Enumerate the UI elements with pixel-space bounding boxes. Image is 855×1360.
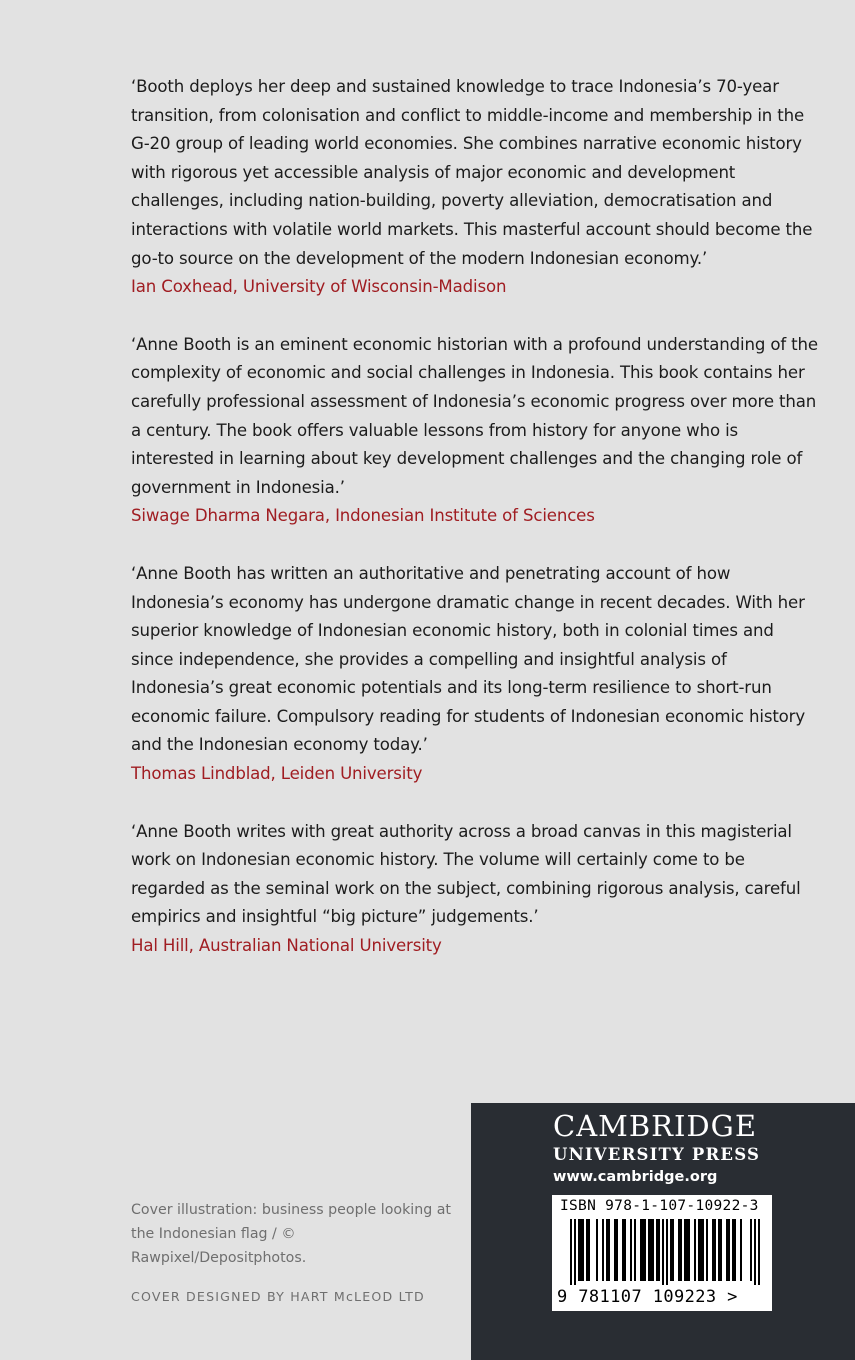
quote-text: ‘Anne Booth has written an authoritative and penetrating account of how Indonesia’s economy has undergone dramatic change in recent decades. With her superior knowledge of Indonesian economic history, both in colonial times and since independence, she provides a compelling and insightful analysis of Indonesia’s great economic potentials and its long-term resilience to short-run economic failure. Compulsory reading for students of Indonesian economic history and the Indonesian economy today.’ <box>131 563 806 755</box>
ean-digits: 9 781107 109223 > <box>557 1287 738 1307</box>
barcode-bar <box>706 1219 708 1281</box>
barcode-bar <box>656 1219 658 1281</box>
barcode-bar <box>740 1219 742 1281</box>
quote-text: ‘Anne Booth is an eminent economic historian with a profound understanding of the complexity of economic and social challenges in Indonesia. This book contains her carefully professional assessment of Indonesia’s economic progress over more than a century. The book offers valuable lessons from history for anyone who is interested in learning about key development challenges and the changing role of government in Indonesia.’ <box>131 334 818 497</box>
barcode-bar <box>718 1219 720 1281</box>
barcode-bar <box>754 1219 756 1285</box>
barcode-bar <box>644 1219 646 1281</box>
barcode-bar <box>686 1219 688 1281</box>
endorsement-negara <box>131 331 821 531</box>
barcode-bar <box>622 1219 624 1281</box>
cover-illustration-credit: Cover illustration: business people looking at the Indonesian flag / © Rawpixel/Depositphotos. <box>131 1202 451 1266</box>
cover-designer-credit: COVER DESIGNED BY HART McLEOD LTD <box>131 1289 425 1304</box>
barcode-bar <box>758 1219 760 1285</box>
barcode-bar <box>734 1219 736 1281</box>
quote-author: Thomas Lindblad, Leiden University <box>131 764 423 784</box>
barcode-bar <box>616 1219 618 1281</box>
barcode-bar <box>680 1219 682 1281</box>
publisher-website: www.cambridge.org <box>553 1169 718 1185</box>
barcode-bar <box>684 1219 686 1281</box>
barcode-bar <box>574 1219 576 1285</box>
barcode-bar <box>606 1219 608 1281</box>
endorsement-lindblad <box>131 560 821 789</box>
barcode-bars <box>556 1219 768 1285</box>
barcode-bar <box>694 1219 696 1281</box>
barcode-bar <box>608 1219 610 1281</box>
isbn-label: ISBN 978-1-107-10922-3 <box>560 1198 759 1214</box>
barcode-bar <box>580 1219 582 1281</box>
barcode-bar <box>732 1219 734 1281</box>
barcode-bar <box>728 1219 730 1281</box>
barcode-bar <box>588 1219 590 1281</box>
barcode-bar <box>614 1219 616 1281</box>
barcode-bar <box>586 1219 588 1281</box>
barcode-bar <box>648 1219 650 1281</box>
endorsement-coxhead <box>131 73 821 302</box>
barcode-bar <box>596 1219 598 1281</box>
quote-author: Hal Hill, Australian National University <box>131 936 442 956</box>
barcode-bar <box>642 1219 644 1281</box>
publisher-panel <box>471 1103 855 1360</box>
quote-text: ‘Anne Booth writes with great authority across a broad canvas in this magisterial work on Indonesian economic history. The volume will certainly come to be regarded as the seminal work on the subject, combining rigorous analysis, careful empirics and insightful “big picture” judgements.’ <box>131 821 801 927</box>
barcode-bar <box>570 1219 572 1285</box>
isbn-barcode <box>552 1195 772 1311</box>
barcode-bar <box>672 1219 674 1281</box>
barcode-bar <box>640 1219 642 1281</box>
barcode-bar <box>678 1219 680 1281</box>
barcode-bar <box>650 1219 652 1281</box>
barcode-bar <box>702 1219 704 1281</box>
publisher-logo-press: UNIVERSITY PRESS <box>553 1145 761 1164</box>
barcode-bar <box>698 1219 700 1281</box>
barcode-bar <box>700 1219 702 1281</box>
barcode-bar <box>582 1219 584 1281</box>
barcode-bar <box>634 1219 636 1281</box>
barcode-bar <box>688 1219 690 1281</box>
barcode-bar <box>726 1219 728 1281</box>
quote-author: Siwage Dharma Negara, Indonesian Institute of Sciences <box>131 506 595 526</box>
barcode-bar <box>720 1219 722 1281</box>
barcode-bar <box>712 1219 714 1281</box>
barcode-bar <box>666 1219 668 1285</box>
barcode-bar <box>630 1219 632 1281</box>
barcode-bar <box>578 1219 580 1281</box>
quote-author: Ian Coxhead, University of Wisconsin-Madison <box>131 277 507 297</box>
endorsement-hill <box>131 818 821 961</box>
barcode-bar <box>602 1219 604 1281</box>
barcode-bar <box>658 1219 660 1281</box>
barcode-bar <box>652 1219 654 1281</box>
barcode-bar <box>624 1219 626 1281</box>
barcode-bar <box>670 1219 672 1281</box>
barcode-bar <box>662 1219 664 1285</box>
barcode-bar <box>750 1219 752 1281</box>
publisher-logo-name: CAMBRIDGE <box>553 1109 758 1143</box>
quote-text: ‘Booth deploys her deep and sustained knowledge to trace Indonesia’s 70-year transition, from colonisation and conflict to middle-income and membership in the G-20 group of leading world economies. She combines narrative economic history with rigorous yet accessible analysis of major economic and development challenges, including nation-building, poverty alleviation, democratisation and interactions with volatile world markets. This masterful account should become the go-to source on the development of the modern Indonesian economy.’ <box>131 77 813 268</box>
barcode-bar <box>714 1219 716 1281</box>
endorsements <box>131 73 821 990</box>
